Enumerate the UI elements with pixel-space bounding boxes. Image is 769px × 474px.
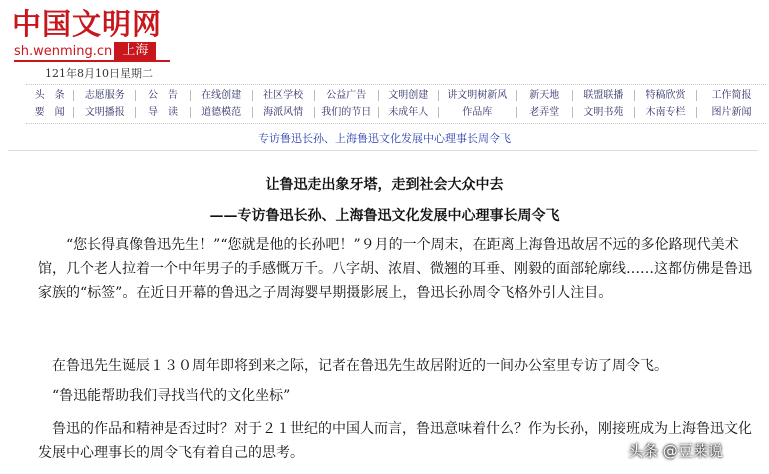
nav-row-2	[26, 104, 766, 121]
top-nav	[26, 84, 766, 124]
nav-link-row2-3[interactable]: 道德模范	[190, 107, 252, 118]
nav-link-row1-8[interactable]: 新天地	[516, 90, 572, 101]
logo-title: 中国文明网	[12, 7, 163, 41]
nav-link-row2-6[interactable]: 未成年人	[378, 107, 438, 118]
nav-link-row2-4[interactable]: 海派风情	[252, 107, 314, 118]
article-subtitle: ——专访鲁迅长孙、上海鲁迅文化发展中心理事长周令飞	[209, 208, 560, 224]
content-divider	[8, 150, 758, 151]
article-paragraph-3: 鲁迅的作品和精神是否过时？对于２１世纪的中国人而言，鲁迅意味着什么？作为长孙，刚接班成为上海鲁迅文化发展中心理事长的周令飞有着自己的思考。	[38, 421, 752, 461]
nav-link-row1-9[interactable]: 联盟联播	[572, 90, 634, 101]
nav-link-row1-6[interactable]: 文明创建	[378, 90, 438, 101]
article-paragraph-2: 在鲁迅先生诞辰１３０周年即将到来之际，记者在鲁迅先生故居附近的一间办公室里专访了周令飞。	[52, 358, 668, 374]
date-label: 121年8月10日星期二	[45, 67, 153, 80]
nav-link-row2-1[interactable]: 文明播报	[73, 107, 135, 118]
nav-link-row1-11[interactable]: 工作简报	[696, 90, 766, 101]
article-headline-link[interactable]: 专访鲁迅长孙、上海鲁迅文化发展中心理事长周令飞	[258, 132, 511, 145]
nav-link-row2-7[interactable]: 作品库	[438, 107, 516, 118]
logo-domain: sh.wenming.cn	[14, 44, 113, 59]
nav-link-row1-5[interactable]: 公益广告	[314, 90, 378, 101]
nav-link-row2-8[interactable]: 老弄堂	[516, 107, 572, 118]
nav-link-row2-10[interactable]: 木南专栏	[634, 107, 696, 118]
nav-link-row1-0[interactable]: 头 条	[34, 90, 65, 101]
nav-link-row2-0[interactable]: 要 闻	[34, 107, 65, 118]
article-title: 让鲁迅走出象牙塔，走到社会大众中去	[265, 177, 504, 193]
article-section-heading: “鲁迅能帮助我们寻找当代的文化坐标”	[52, 388, 291, 404]
nav-link-row1-10[interactable]: 特稿欣赏	[634, 90, 696, 101]
logo-city-badge: 上海	[114, 42, 156, 60]
nav-link-row1-7[interactable]: 讲文明树新风	[438, 90, 516, 101]
nav-link-row1-2[interactable]: 公 告	[135, 90, 189, 101]
nav-row-1	[26, 87, 766, 104]
nav-link-row2-9[interactable]: 文明书苑	[572, 107, 634, 118]
nav-link-row2-11[interactable]: 图片新闻	[696, 107, 766, 118]
watermark-label: 头条 @豆莱说	[628, 442, 723, 460]
nav-link-row1-1[interactable]: 志愿服务	[73, 90, 135, 101]
nav-link-row2-5[interactable]: 我们的节日	[314, 107, 378, 118]
nav-link-row1-4[interactable]: 社区学校	[252, 90, 314, 101]
logo-underline	[14, 60, 170, 62]
nav-link-row2-2[interactable]: 导 读	[135, 107, 189, 118]
nav-link-row1-3[interactable]: 在线创建	[190, 90, 252, 101]
article-paragraph-1: “您长得真像鲁迅先生！”“您就是他的长孙吧！”９月的一个周末，在距离上海鲁迅故居不远的多伦路现代美术馆，几个老人拉着一个中年男子的手感慨万千。八字胡、浓眉、微翘的耳垂、刚毅的面部轮廓线……这都仿佛是鲁迅家族的“标签”。在近日开幕的鲁迅之子周海婴早期摄影展上，鲁迅长孙周令飞格外引人注目。	[38, 237, 752, 301]
